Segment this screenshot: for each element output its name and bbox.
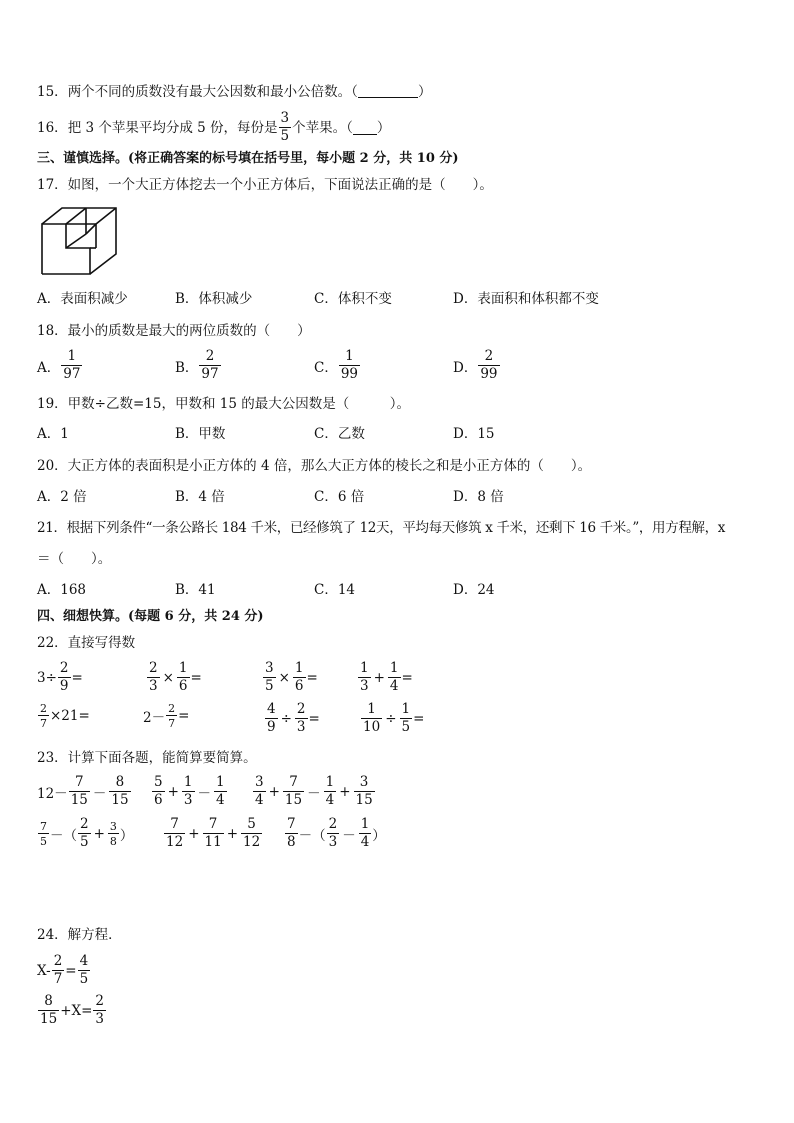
fraction: $\frac{5}{12}$	[243, 816, 261, 850]
fraction: $\frac{7}{5}$	[40, 819, 47, 848]
q19-option-c[interactable]: C．乙数	[314, 426, 365, 442]
fraction: $\frac{2}{9}$	[59, 660, 69, 694]
cube-figure	[40, 206, 120, 278]
q22-expression-2: $\frac{2}{3}$ × $\frac{1}{6}$ =	[149, 660, 202, 694]
fraction: $\frac{2}{3}$	[328, 816, 338, 850]
q19-option-d[interactable]: D．15	[453, 426, 495, 442]
fraction: $\frac{2}{97}$	[201, 348, 219, 382]
fraction: $\frac{1}{6}$	[178, 660, 188, 694]
q21-option-b[interactable]: B．41	[175, 582, 216, 598]
fraction: $\frac{8}{15}$	[40, 993, 58, 1027]
fraction: $\frac{2}{3}$	[149, 660, 158, 694]
fraction: $\frac{7}{12}$	[166, 816, 184, 850]
question-number: 15．	[37, 84, 68, 100]
fraction: $\frac{7}{15}$	[70, 774, 88, 808]
q22-expression-7: $\frac{4}{9}$ ÷ $\frac{2}{3}$ =	[267, 701, 320, 735]
fraction: $\frac{1}{3}$	[183, 774, 193, 808]
fraction: $\frac{3}{4}$	[255, 774, 264, 808]
fraction: $\frac{1}{4}$	[325, 774, 335, 808]
q21-option-d[interactable]: D．24	[453, 582, 495, 598]
answer-blank[interactable]	[358, 84, 418, 98]
fraction: $\frac{2}{7}$	[53, 953, 63, 987]
fraction: $\frac{1}{3}$	[360, 660, 369, 694]
q23-expression-2: $\frac{5}{6}$ + $\frac{1}{3}$ － $\frac{1}{4}$	[154, 774, 225, 808]
q20-option-b[interactable]: B．4 倍	[175, 489, 225, 505]
question-21-line-2: ＝（ ）。	[37, 551, 112, 567]
q24-equation-1: X- $\frac{2}{7}$ = $\frac{4}{5}$	[37, 953, 89, 987]
fraction: $\frac{2}{7}$	[40, 702, 47, 730]
fraction: $\frac{1}{10}$	[363, 701, 381, 735]
fraction: $\frac{3}{5}$	[265, 660, 274, 694]
question-17: 17．如图，一个大正方体挖去一个小正方体后，下面说法正确的是（ ）。	[37, 177, 493, 193]
question-16: 16． 把 3 个苹果平均分成 5 份，每份是 $\frac{3}{5}$ 个苹果。（ ）	[37, 110, 391, 144]
q18-option-c[interactable]: C． $\frac{1}{99}$	[314, 348, 359, 382]
q22-expression-1: 3÷ $\frac{2}{9}$ =	[37, 660, 83, 694]
question-21-line-1: 21．根据下列条件“一条公路长 184 千米，已经修筑了 12天，平均每天修筑 x 千米，还剩下 16 千米。”，用方程解，x	[37, 520, 726, 536]
question-text: 把 3 个苹果平均分成 5 份，每份是	[67, 119, 278, 136]
q17-option-a[interactable]: A．表面积减少	[37, 291, 128, 307]
q18-option-d[interactable]: D． $\frac{2}{99}$	[453, 348, 498, 382]
fraction: $\frac{4}{5}$	[79, 953, 89, 987]
q20-option-d[interactable]: D．8 倍	[453, 489, 504, 505]
q23-expression-3: $\frac{3}{4}$ + $\frac{7}{15}$ － $\frac{1}{4}$ + $\frac{3}{15}$	[255, 774, 373, 808]
fraction: $\frac{1}{5}$	[401, 701, 411, 735]
q21-option-c[interactable]: C．14	[314, 582, 356, 598]
question-15: 15．两个不同的质数没有最大公因数和最小公倍数。（ ）	[37, 84, 432, 100]
q20-option-c[interactable]: C．6 倍	[314, 489, 365, 505]
question-22-title: 22．直接写得数	[37, 635, 136, 651]
fraction: $\frac{2}{99}$	[480, 348, 498, 382]
question-text: 两个不同的质数没有最大公因数和最小公倍数。（	[67, 84, 358, 100]
question-20: 20．大正方体的表面积是小正方体的 4 倍，那么大正方体的棱长之和是小正方体的（ ）。	[37, 458, 592, 474]
q22-expression-4: $\frac{1}{3}$ + $\frac{1}{4}$ =	[360, 660, 413, 694]
fraction: $\frac{3}{8}$	[109, 819, 117, 848]
q23-expression-6: $\frac{7}{8}$ －（ $\frac{2}{3}$ － $\frac{1}{4}$ ）	[287, 816, 386, 850]
question-24-title: 24．解方程．	[37, 927, 122, 943]
fraction: $\frac{2}{3}$	[95, 993, 105, 1027]
q17-option-d[interactable]: D．表面积和体积都不变	[453, 291, 599, 307]
q19-option-b[interactable]: B．甲数	[175, 426, 226, 442]
fraction: $\frac{1}{4}$	[389, 660, 399, 694]
q19-option-a[interactable]: A．1	[37, 426, 69, 442]
q23-expression-4: $\frac{7}{5}$ －（ $\frac{2}{5}$ + $\frac{3}{8}$ ）	[40, 816, 134, 850]
q22-expression-3: $\frac{3}{5}$ × $\frac{1}{6}$ =	[265, 660, 318, 694]
fraction: $\frac{3}{5}$	[280, 110, 290, 144]
q22-expression-8: $\frac{1}{10}$ ÷ $\frac{1}{5}$ =	[363, 701, 425, 735]
q23-expression-5: $\frac{7}{12}$ + $\frac{7}{11}$ + $\frac{5}{12}$	[166, 816, 261, 850]
q24-equation-2: $\frac{8}{15}$ +X= $\frac{2}{3}$	[40, 993, 105, 1027]
q20-option-a[interactable]: A．2 倍	[37, 489, 87, 505]
q18-option-b[interactable]: B． $\frac{2}{97}$	[175, 348, 219, 382]
answer-blank[interactable]	[353, 121, 377, 135]
fraction: $\frac{7}{11}$	[204, 816, 222, 850]
q22-expression-6: 2－ $\frac{2}{7}$ =	[143, 702, 190, 730]
section-3-heading: 三、谨慎选择。(将正确答案的标号填在括号里，每小题 2 分，共 10 分)	[37, 151, 459, 166]
fraction: $\frac{1}{99}$	[340, 348, 359, 382]
fraction: $\frac{4}{9}$	[267, 701, 276, 735]
fraction: $\frac{1}{4}$	[360, 816, 370, 850]
fraction: $\frac{1}{4}$	[216, 774, 225, 808]
fraction: $\frac{7}{15}$	[284, 774, 303, 808]
q23-expression-1: 12－ $\frac{7}{15}$ － $\frac{8}{15}$	[37, 774, 129, 808]
question-number: 16．	[37, 119, 68, 136]
fraction: $\frac{1}{97}$	[63, 348, 81, 382]
fraction: $\frac{3}{15}$	[355, 774, 373, 808]
fraction: $\frac{2}{5}$	[80, 816, 89, 850]
q17-option-b[interactable]: B．体积减少	[175, 291, 253, 307]
question-23-title: 23．计算下面各题，能简算要简算。	[37, 750, 257, 766]
fraction: $\frac{8}{15}$	[111, 774, 129, 808]
question-19: 19．甲数÷乙数=15，甲数和 15 的最大公因数是（ ）。	[37, 396, 410, 412]
fraction: $\frac{2}{7}$	[168, 702, 176, 730]
fraction: $\frac{2}{3}$	[296, 701, 306, 735]
fraction: $\frac{5}{6}$	[154, 774, 163, 808]
question-18: 18．最小的质数是最大的两位质数的（ ）	[37, 323, 311, 339]
fraction: $\frac{7}{8}$	[287, 816, 296, 850]
q22-expression-5: $\frac{2}{7}$ ×21=	[40, 702, 90, 730]
q21-option-a[interactable]: A．168	[37, 582, 87, 598]
q17-option-c[interactable]: C．体积不变	[314, 291, 392, 307]
section-4-heading: 四、细想快算。(每题 6 分，共 24 分)	[37, 609, 264, 624]
fraction: $\frac{1}{6}$	[294, 660, 304, 694]
q18-option-a[interactable]: A． $\frac{1}{97}$	[37, 348, 81, 382]
